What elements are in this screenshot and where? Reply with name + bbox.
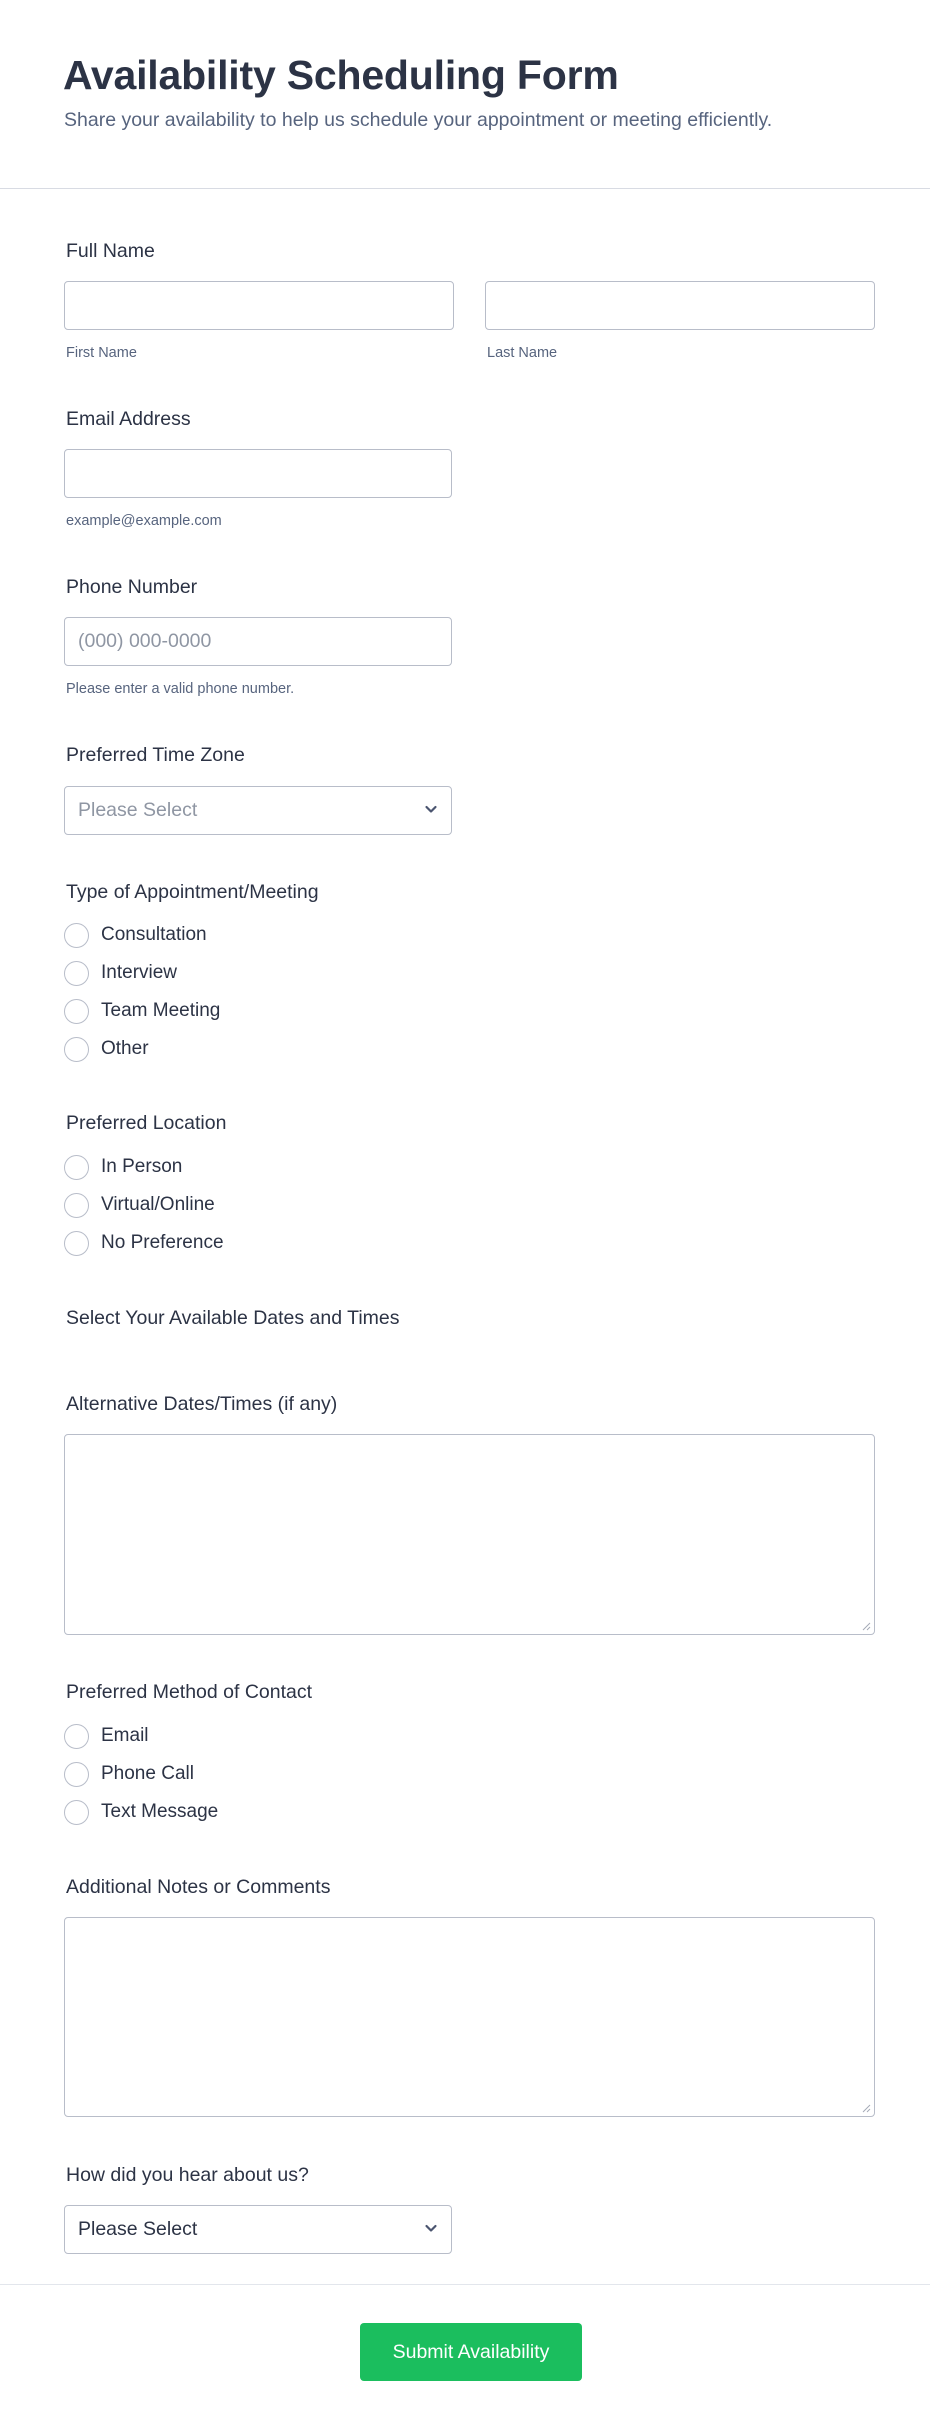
chevron-down-icon (423, 801, 439, 817)
radio-button[interactable] (64, 1231, 89, 1256)
notes-textarea[interactable] (64, 1917, 875, 2117)
footer-divider (0, 2284, 930, 2285)
radio-button[interactable] (64, 923, 89, 948)
appointment-type-label: Type of Appointment/Meeting (66, 881, 319, 903)
radio-option-no-preference[interactable] (64, 1230, 224, 1256)
phone-placeholder: (000) 000-0000 (78, 630, 212, 652)
location-label: Preferred Location (66, 1112, 227, 1134)
first-name-sublabel: First Name (66, 345, 137, 361)
referral-selected: Please Select (78, 2218, 198, 2240)
radio-label: Text Message (101, 1801, 219, 1822)
radio-label: Team Meeting (101, 1000, 221, 1021)
radio-option-text-message[interactable] (64, 1799, 218, 1825)
time-zone-select[interactable] (64, 786, 452, 835)
radio-option-in-person[interactable] (64, 1154, 182, 1180)
radio-label: No Preference (101, 1232, 224, 1253)
email-input[interactable] (64, 449, 452, 498)
radio-option-phone-call[interactable] (64, 1761, 194, 1787)
referral-label: How did you hear about us? (66, 2164, 309, 2186)
radio-button[interactable] (64, 1193, 89, 1218)
phone-sublabel: Please enter a valid phone number. (66, 681, 295, 697)
email-sublabel: example@example.com (66, 513, 222, 529)
alternative-dates-label: Alternative Dates/Times (if any) (66, 1393, 338, 1415)
radio-option-consultation[interactable] (64, 922, 207, 948)
radio-button[interactable] (64, 1037, 89, 1062)
radio-option-email[interactable] (64, 1723, 149, 1749)
radio-label: Phone Call (101, 1763, 194, 1784)
form-header (0, 0, 930, 189)
resize-handle-icon[interactable] (861, 2103, 871, 2113)
contact-method-label: Preferred Method of Contact (66, 1681, 313, 1703)
phone-label: Phone Number (66, 576, 198, 598)
radio-button[interactable] (64, 961, 89, 986)
radio-option-interview[interactable] (64, 960, 177, 986)
last-name-sublabel: Last Name (487, 345, 558, 361)
radio-label: Virtual/Online (101, 1194, 215, 1215)
page-title: Availability Scheduling Form (63, 52, 619, 98)
radio-option-virtual[interactable] (64, 1192, 215, 1218)
notes-label: Additional Notes or Comments (66, 1876, 331, 1898)
radio-label: Email (101, 1725, 149, 1746)
radio-label: Consultation (101, 924, 207, 945)
radio-button[interactable] (64, 1800, 89, 1825)
time-zone-selected: Please Select (78, 799, 198, 821)
radio-button[interactable] (64, 1155, 89, 1180)
alternative-dates-textarea[interactable] (64, 1434, 875, 1635)
radio-label: In Person (101, 1156, 183, 1177)
available-dates-label: Select Your Available Dates and Times (66, 1307, 400, 1329)
radio-option-other[interactable] (64, 1036, 149, 1062)
radio-option-team-meeting[interactable] (64, 998, 220, 1024)
full-name-label: Full Name (66, 240, 155, 262)
chevron-down-icon (423, 2220, 439, 2236)
radio-label: Interview (101, 962, 178, 983)
referral-select[interactable] (64, 2205, 452, 2254)
phone-input[interactable] (64, 617, 452, 666)
first-name-input[interactable] (64, 281, 454, 330)
submit-button[interactable]: Submit Availability (360, 2323, 582, 2381)
page-subtitle: Share your availability to help us schedule your appointment or meeting efficiently. (64, 109, 773, 131)
time-zone-label: Preferred Time Zone (66, 744, 245, 766)
resize-handle-icon[interactable] (861, 1621, 871, 1631)
radio-button[interactable] (64, 999, 89, 1024)
last-name-input[interactable] (485, 281, 875, 330)
radio-button[interactable] (64, 1762, 89, 1787)
radio-button[interactable] (64, 1724, 89, 1749)
radio-label: Other (101, 1038, 149, 1059)
email-label: Email Address (66, 408, 191, 430)
